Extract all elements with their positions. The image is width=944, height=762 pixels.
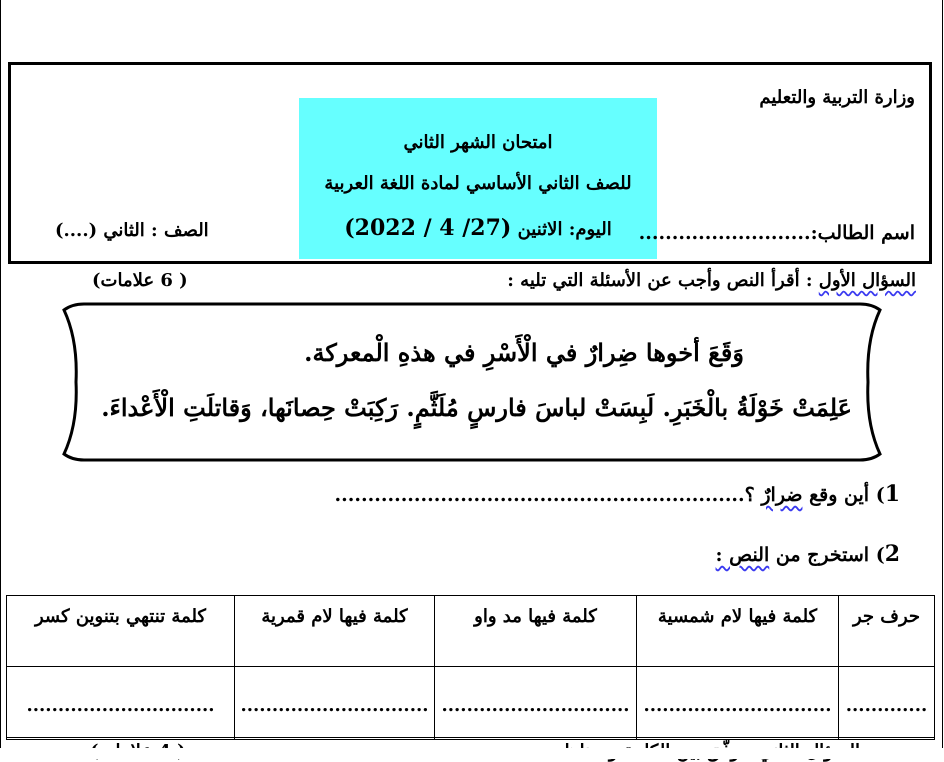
item-number: 2	[884, 541, 900, 567]
grade-subject: للصف الثاني الأساسي لمادة اللغة العربية	[324, 173, 632, 194]
table-header-cell: كلمة فيها لام شمسية	[637, 596, 839, 667]
answer-table	[6, 595, 935, 740]
exam-date	[299, 215, 657, 241]
answer-blank[interactable]: ..............................	[7, 667, 235, 740]
question-1-label: السؤال الأول	[818, 270, 916, 291]
table-header-cell: كلمة تنتهي بتنوين كسر	[7, 596, 235, 667]
passage-line-2: عَلِمَتْ خَوْلَةُ بالْخَبَرِ. لَبِسَتْ لباسَ فارسٍ مُلَثَّمٍ. رَكِبَتْ حِصانَها، وَقاتلَتِ الْأَعْداءَ.	[101, 393, 852, 422]
passage-frame	[44, 300, 900, 464]
page-cutoff	[0, 748, 944, 759]
grade-field: الصف : الثاني (....)	[55, 220, 209, 241]
question-1-heading	[507, 270, 916, 291]
day-label: اليوم: الاثنين	[517, 219, 612, 240]
underlined-word: النص :	[715, 544, 770, 566]
table-header-cell: حرف جر	[839, 596, 935, 667]
page-border	[0, 0, 1, 759]
student-name-field: اسم الطالب:..........................	[638, 222, 915, 244]
table-header-cell: كلمة فيها لام قمرية	[235, 596, 435, 667]
answer-blank[interactable]: .............	[839, 667, 935, 740]
table-header-row	[7, 596, 935, 667]
table-row	[7, 667, 935, 740]
answer-blank[interactable]: ..............................	[637, 667, 839, 740]
exam-title-box	[299, 98, 657, 259]
question-item-2: 2) استخرج من النص :	[715, 541, 900, 567]
answer-blank[interactable]: ..............................	[235, 667, 435, 740]
page-border	[942, 0, 943, 759]
exam-header	[8, 62, 932, 264]
exam-title: امتحان الشهر الثاني	[403, 132, 553, 153]
date-value: (27/ 4 / 2022)	[344, 215, 512, 241]
question-1-marks: ( 6 علامات)	[92, 270, 188, 291]
underlined-word: ضرارٌ	[761, 484, 803, 506]
scroll-border-icon	[44, 300, 900, 464]
section-divider	[6, 737, 934, 738]
question-1-instruction: : أقرأ النص وأجب عن الأسئلة التي تليه :	[507, 270, 819, 291]
table-header-cell: كلمة فيها مد واو	[435, 596, 637, 667]
question-item-1: 1) أين وقع ضرارٌ ؟..............................................................	[334, 481, 900, 507]
item-number: 1	[884, 481, 900, 507]
ministry-name: وزارة التربية والتعليم	[759, 87, 915, 108]
passage-line-1: وَقَعَ أخوها ضِرارٌ في الْأَسْرِ في هذهِ الْمعركة.	[304, 338, 744, 367]
answer-blank[interactable]: ..............................	[435, 667, 637, 740]
